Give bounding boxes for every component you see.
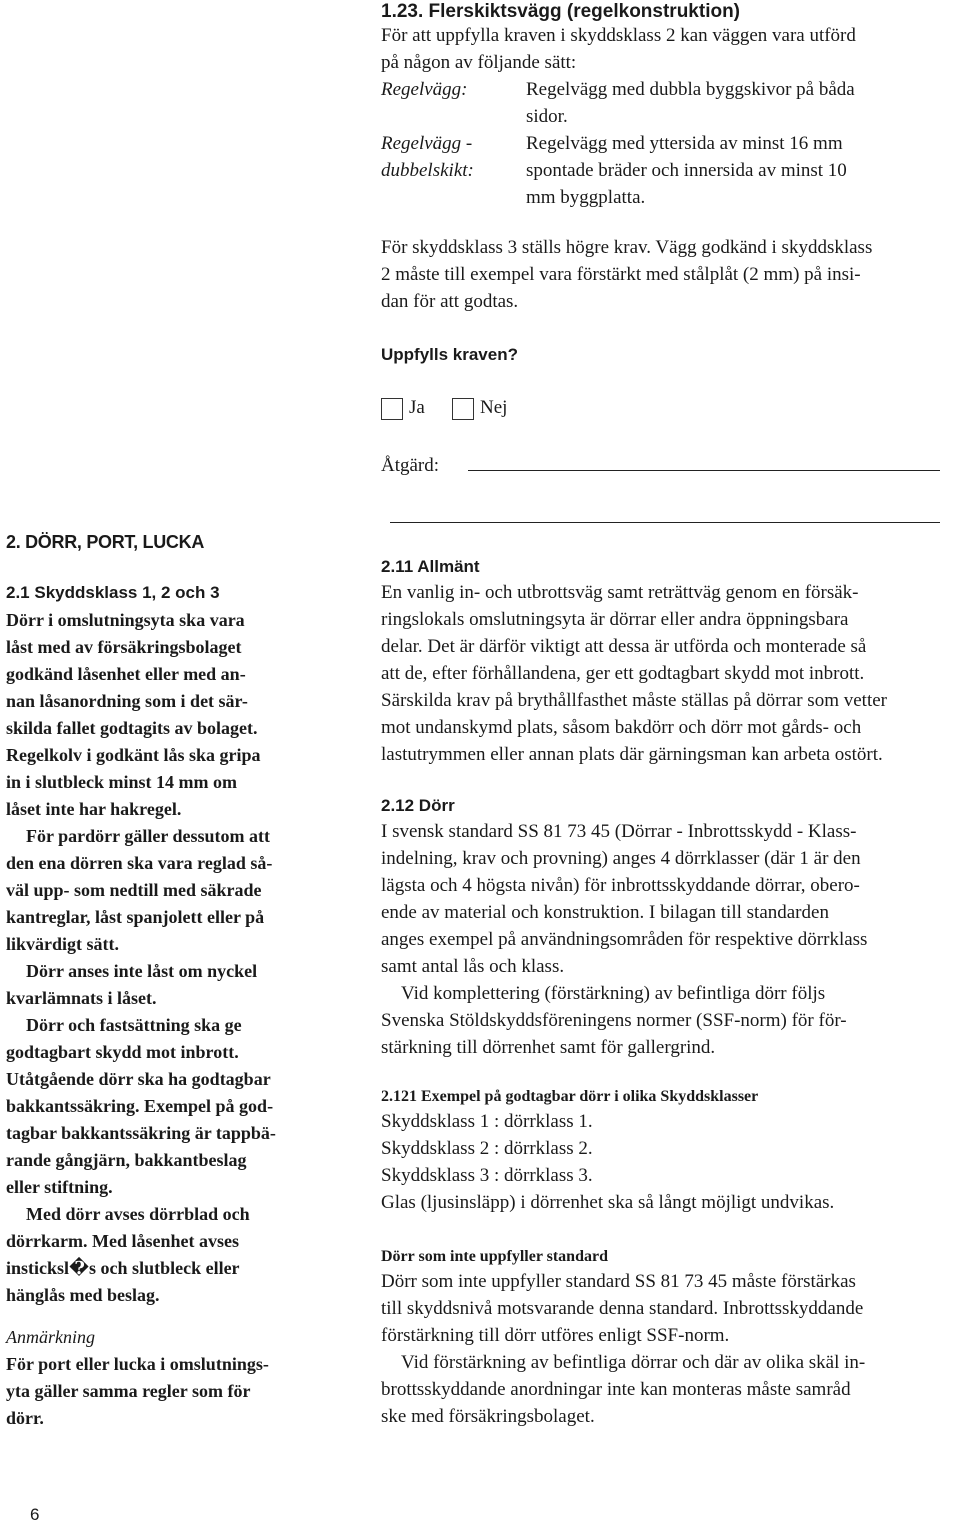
definition-term-regelvagg: Regelvägg: — [381, 79, 468, 100]
section-2-11-body: En vanlig in- och utbrottsväg samt reträttväg genom en försäk- ringslokals omslutningsyta är dörrar eller andra öppningsbara delar. Det är därför viktigt att dessa är utförda och monterade så att de, efter förhållandena, ger ett godtagbart skydd mot inbrott. Särskilda krav på brythållfasthet måste ställas på dörrar som vetter mot undanskymd plats, såsom bakdörr och dörr mot gårds- och lastutrymmen eller annan plats där gärningsman kan arbeta ostört. — [381, 582, 887, 765]
note-label: Anmärkning — [6, 1327, 95, 1347]
action-line-2[interactable] — [390, 522, 940, 523]
section-2-12-body: I svensk standard SS 81 73 45 (Dörrar - Inbrottsskydd - Klass- indelning, krav och provning) anges 4 dörrklasser (där 1 är den lägsta och 4 högsta nivån) för inbrottsskyddande dörrar, obero- ende av material och konstruktion. I bilagan till standarden anges exempel på användningsområden för respektive dörrklass samt antal lås och klass. Vid komplettering (förstärkning) av befintliga dörr följs Svenska Stöldskyddsföreningens normer (SSF-norm) för för- stärkning till dörrenhet samt för gallergrind. — [381, 821, 868, 1058]
nonstandard-door-heading: Dörr som inte uppfyller standard — [381, 1248, 608, 1265]
definition-desc-regelvagg: Regelvägg med dubbla byggskivor på båda sidor. — [526, 79, 855, 127]
definition-desc-dubbelskikt: Regelvägg med yttersida av minst 16 mm spontade bräder och innersida av minst 10 mm byggplatta. — [526, 133, 847, 208]
intro-line: på någon av följande sätt: — [381, 52, 577, 73]
no-checkbox-row[interactable] — [452, 394, 507, 421]
section-title-1-23: 1.23. Flerskiktsvägg (regelkonstruktion) — [381, 1, 741, 22]
action-label: Åtgärd: — [381, 455, 440, 476]
intro-line: För att uppfylla kraven i skyddsklass 2 kan väggen vara utförd — [381, 25, 856, 46]
question-heading: Uppfylls kraven? — [381, 345, 518, 364]
section-2-121-body: Skyddsklass 1 : dörrklass 1. Skyddsklass 2 : dörrklass 2. Skyddsklass 3 : dörrklass 3. Glas (ljusinsläpp) i dörrenhet ska så långt möjligt undvikas. — [381, 1111, 835, 1213]
section-2-1-heading: 2.1 Skyddsklass 1, 2 och 3 — [6, 583, 220, 602]
action-line-1[interactable] — [468, 470, 940, 471]
intro-text — [381, 22, 856, 76]
section-2-121-heading: 2.121 Exempel på godtagbar dörr i olika Skyddsklasser — [381, 1088, 759, 1105]
page-number: 6 — [30, 1505, 40, 1524]
definition-term-dubbelskikt: Regelvägg - dubbelskikt: — [381, 133, 474, 181]
yes-checkbox[interactable] — [381, 398, 403, 420]
skyddsklass-3-paragraph: För skyddsklass 3 ställs högre krav. Vägg godkänd i skyddsklass 2 måste till exempel vara förstärkt med stålplåt (2 mm) på insi- dan för att godtas. — [381, 237, 873, 312]
no-checkbox[interactable] — [452, 398, 474, 420]
yes-label: Ja — [409, 397, 425, 418]
section-2-12-heading: 2.12 Dörr — [381, 796, 455, 815]
left-body-text: Dörr i omslutningsyta ska vara låst med av försäkringsbolaget godkänd låsenhet eller med an- nan låsanordning som i det sär- skilda fallet godtagits av bolaget. Regelkolv i godkänt lås ska gripa in i slutbleck minst 14 mm om låset inte har hakregel. För pardörr gäller dessutom att den ena dörren ska vara reglad så- väl upp- som nedtill med säkrade kantreglar, låst spanjolett eller på likvärdigt sätt. Dörr anses inte låst om nyckel kvarlämnats i låset. Dörr och fastsättning ska ge godtagbart skydd mot inbrott. Utåtgående dörr ska ha godtagbar bakkantssäkring. Exempel på god- tagbar bakkantssäkring är tappbä- rande gångjärn, bakkantbeslag eller stiftning. Med dörr avses dörrblad och dörrkarm. Med låsenhet avses insticksl�s och slutbleck eller hänglås med beslag. — [6, 610, 276, 1305]
yes-checkbox-row[interactable] — [381, 394, 425, 421]
nonstandard-door-body: Dörr som inte uppfyller standard SS 81 73 45 måste förstärkas till skyddsnivå motsvarande denna standard. Inbrottsskyddande förstärkning till dörr utföres enligt SSF-norm. Vid förstärkning av befintliga dörrar och där av olika skäl in- brottsskyddande anordningar inte kan monteras måste samråd ske med försäkringsbolaget. — [381, 1271, 866, 1427]
section-2-11-heading: 2.11 Allmänt — [381, 557, 480, 576]
note-text: För port eller lucka i omslutnings- yta gäller samma regler som för dörr. — [6, 1354, 269, 1428]
no-label: Nej — [480, 397, 508, 418]
chapter-heading: 2. DÖRR, PORT, LUCKA — [6, 532, 205, 552]
